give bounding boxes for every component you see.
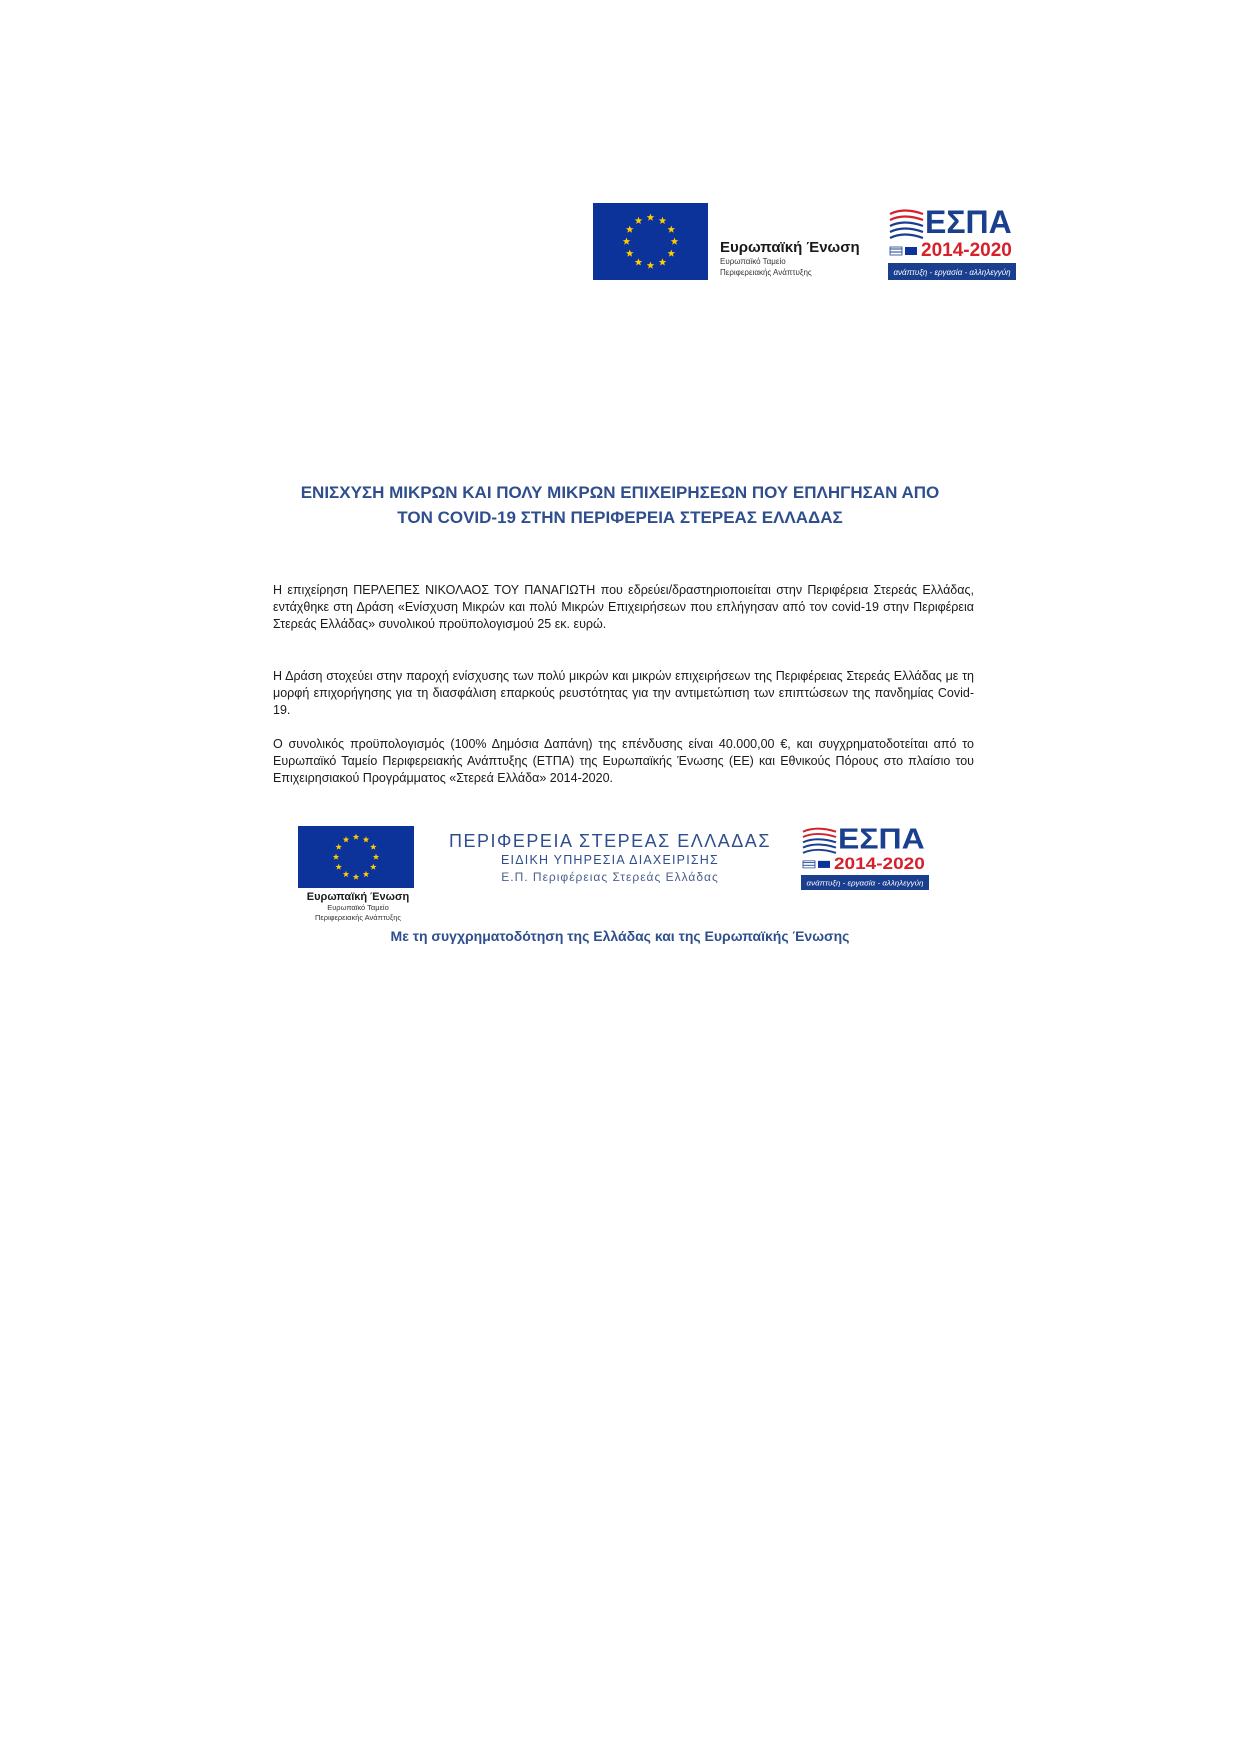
eu-star-icon bbox=[667, 226, 675, 233]
eu-star-icon bbox=[335, 864, 341, 870]
eu-star-icon bbox=[370, 864, 376, 870]
eu-logo-text bbox=[720, 239, 870, 278]
espa-logo-icon bbox=[887, 203, 1017, 280]
eu-star-icon bbox=[626, 250, 634, 257]
eu-logo-text bbox=[298, 891, 418, 923]
eu-star-icon bbox=[333, 854, 339, 860]
espa-slogan: ανάπτυξη - εργασία - αλληλεγγύη bbox=[893, 268, 1011, 277]
eu-star-icon bbox=[353, 834, 359, 840]
eu-star-icon bbox=[635, 217, 643, 224]
eu-star-icon bbox=[626, 226, 634, 233]
espa-slogan: ανάπτυξη - εργασία - αλληλεγγύη bbox=[806, 879, 924, 888]
eu-flag-icon bbox=[298, 826, 414, 888]
eu-star-icon bbox=[363, 871, 369, 877]
cofunding-statement: Με τη συγχρηματοδότηση της Ελλάδας και της Ευρωπαϊκής Ένωσης bbox=[390, 928, 850, 944]
title-line1: ΕΝΙΣΧΥΣΗ ΜΙΚΡΩΝ ΚΑΙ ΠΟΛΥ ΜΙΚΡΩΝ ΕΠΙΧΕΙΡΗΣΕΩΝ ΠΟΥ ΕΠΛΗΓΗΣΑΝ ΑΠΟ bbox=[300, 483, 940, 502]
eu-fund-line1: Ευρωπαϊκό Ταμείο bbox=[327, 903, 389, 912]
paragraph-action: Η Δράση στοχεύει στην παροχή ενίσχυσης των πολύ μικρών και μικρών επιχειρήσεων της Περιφέρειας Στερεάς Ελλάδας με τη μορφή επιχορήγησης για τη διασφάλιση επαρκούς ρευστότητας για την αντιμετώπιση των επιπτώσεων της πανδημίας Covid-19. bbox=[273, 669, 974, 717]
espa-years: 2014-2020 bbox=[921, 240, 1012, 261]
region-name: ΠΕΡΙΦΕΡΕΙΑ ΣΤΕΡΕΑΣ ΕΛΛΑΔΑΣ bbox=[449, 831, 771, 851]
eu-star-icon bbox=[647, 214, 655, 221]
eu-star-icon bbox=[335, 844, 341, 850]
eu-star-icon bbox=[343, 871, 349, 877]
espa-years: 2014-2020 bbox=[834, 853, 925, 873]
espa-logo-icon bbox=[800, 822, 930, 890]
eu-flag-icon bbox=[593, 203, 708, 280]
eu-name: Ευρωπαϊκή Ένωση bbox=[720, 239, 860, 256]
eu-fund-line2: Περιφερειακής Ανάπτυξης bbox=[720, 268, 812, 277]
eu-star-icon bbox=[671, 238, 679, 245]
eu-star-icon bbox=[363, 836, 369, 842]
eu-fund-line2: Περιφερειακής Ανάπτυξης bbox=[314, 913, 402, 922]
eu-fund-line1: Ευρωπαϊκό Ταμείο bbox=[720, 257, 786, 266]
title-line2: ΤΟΝ COVID-19 ΣΤΗΝ ΠΕΡΙΦΕΡΕΙΑ ΣΤΕΡΕΑΣ ΕΛΛΑΔΑΣ bbox=[397, 508, 843, 527]
paragraph-budget: Ο συνολικός προϋπολογισμός (100% Δημόσια Δαπάνη) της επένδυσης είναι 40.000,00 €, και συγχρηματοδοτείται από το Ευρωπαϊκό Ταμείο Περιφερειακής Ανάπτυξης (ΕΤΠΑ) της Ευρωπαϊκής Ένωσης (ΕΕ) και Εθνικούς Πόρους στο πλαίσιο του Επιχειρησιακού Προγράμματος «Στερεά Ελλάδα» 2014-2020. bbox=[273, 737, 974, 785]
managing-authority: ΕΙΔΙΚΗ ΥΠΗΡΕΣΙΑ ΔΙΑΧΕΙΡΙΣΗΣ bbox=[501, 853, 719, 867]
espa-title: ΕΣΠΑ bbox=[925, 204, 1012, 240]
eu-star-icon bbox=[659, 217, 667, 224]
document-title bbox=[160, 480, 1080, 530]
operational-programme: Ε.Π. Περιφέρειας Στερεάς Ελλάδας bbox=[501, 870, 719, 884]
eu-star-icon bbox=[373, 854, 379, 860]
eu-star-icon bbox=[659, 258, 667, 265]
eu-star-icon bbox=[343, 836, 349, 842]
eu-star-icon bbox=[647, 262, 655, 269]
eu-star-icon bbox=[623, 238, 631, 245]
eu-name: Ευρωπαϊκή Ένωση bbox=[306, 891, 410, 903]
eu-star-icon bbox=[635, 258, 643, 265]
eu-star-icon bbox=[370, 844, 376, 850]
region-logo bbox=[430, 830, 790, 885]
eu-star-icon bbox=[667, 250, 675, 257]
paragraph-business: Η επιχείρηση ΠΕΡΛΕΠΕΣ ΝΙΚΟΛΑΟΣ ΤΟΥ ΠΑΝΑΓΙΩΤΗ που εδρεύει/δραστηριοποιείται στην Περιφέρεια Στερεάς Ελλάδας, εντάχθηκε στη Δράση «Ενίσχυση Μικρών και πολύ Μικρών Επιχειρήσεων που επλήγησαν από τον covid-19 στην Περιφέρεια Στερεάς Ελλάδας» συνολικού προϋπολογισμού 25 εκ. ευρώ. bbox=[273, 583, 974, 631]
eu-star-icon bbox=[353, 874, 359, 880]
espa-title: ΕΣΠΑ bbox=[838, 824, 925, 856]
